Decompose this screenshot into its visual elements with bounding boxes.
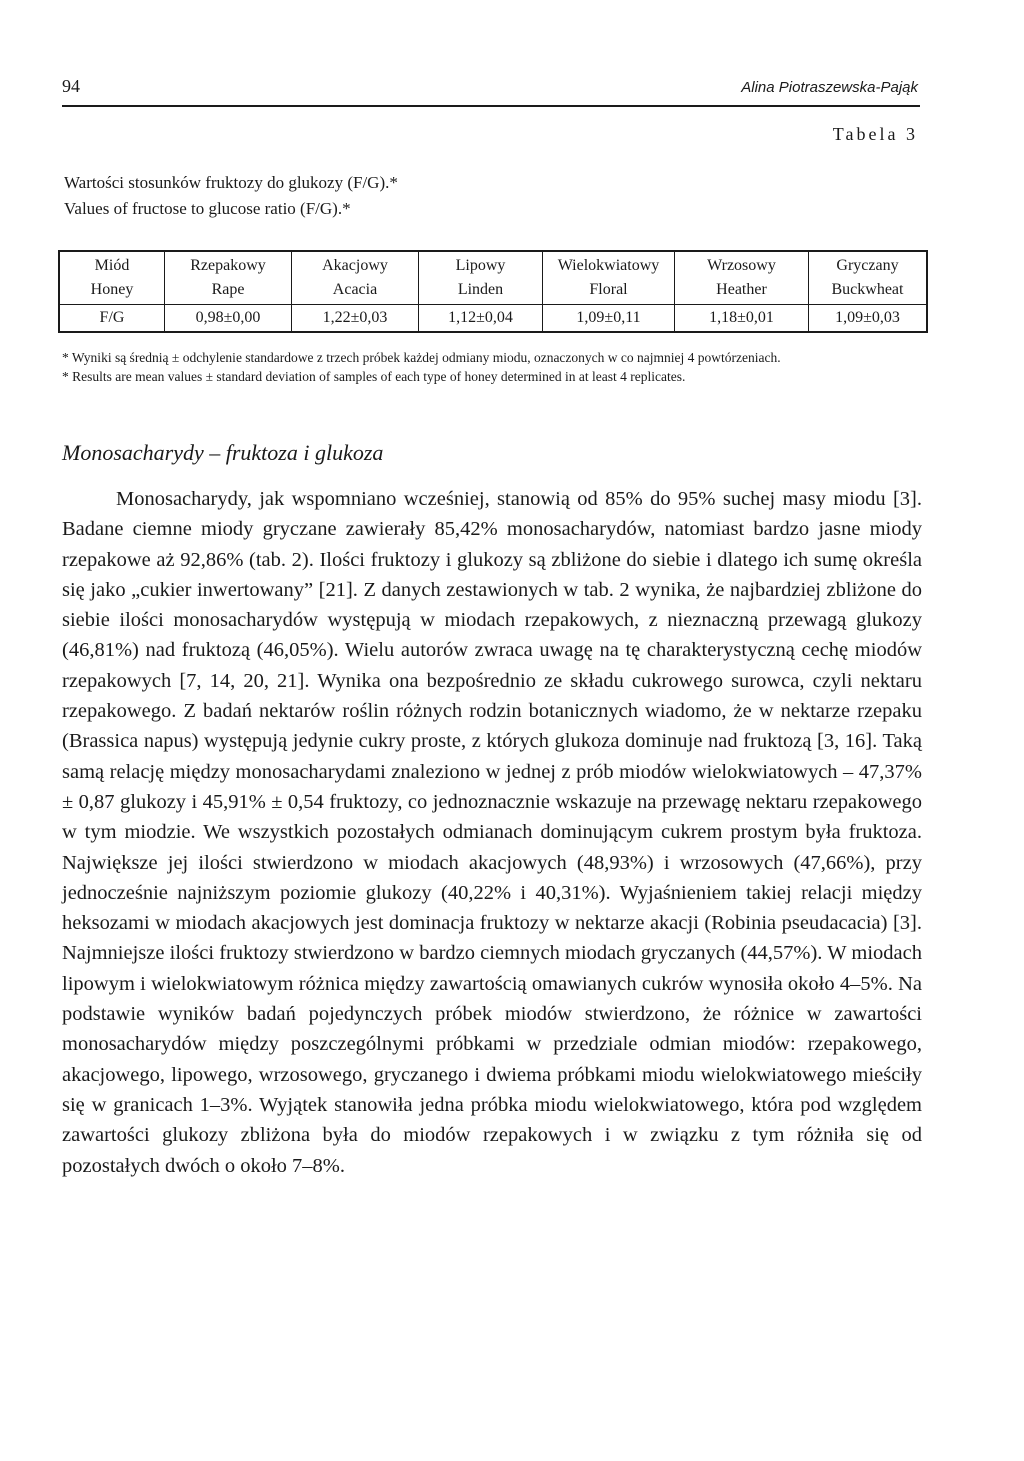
body-text <box>62 484 922 1181</box>
table-cell: 1,09±0,11 <box>543 305 675 333</box>
footnote-polish: * Wyniki są średnią ± odchylenie standardowe z trzech próbek każdej odmiany miodu, oznaczonych w co najmniej 4 powtórzeniach. <box>62 350 781 365</box>
table-footnotes <box>62 349 924 387</box>
table-captions <box>64 170 398 222</box>
table-cell: F/G <box>59 305 165 333</box>
col-label-pl: Wielokwiatowy <box>557 257 660 274</box>
running-head-author: Alina Piotraszewska-Pająk <box>741 79 918 96</box>
col-floral <box>543 251 675 305</box>
col-label-pl: Rzepakowy <box>190 257 266 274</box>
col-label-pl: Wrzosowy <box>707 257 776 274</box>
table-cell: 1,18±0,01 <box>675 305 809 333</box>
table-cell: 1,09±0,03 <box>809 305 928 333</box>
col-label-en: Acacia <box>332 281 378 298</box>
fg-ratio-table <box>58 250 928 333</box>
col-label-en: Honey <box>90 281 134 298</box>
page-header <box>62 76 918 97</box>
footnote-english: * Results are mean values ± standard deviation of samples of each type of honey determined in at least 4 replicates. <box>62 369 686 384</box>
col-label-pl: Miód <box>94 257 130 274</box>
table-cell: 0,98±0,00 <box>165 305 292 333</box>
table-label: Tabela 3 <box>832 124 918 144</box>
col-label-pl: Gryczany <box>836 257 899 274</box>
col-buckwheat <box>809 251 928 305</box>
col-label-en: Buckwheat <box>831 281 904 298</box>
col-label-en: Heather <box>716 281 767 298</box>
col-linden <box>419 251 543 305</box>
col-heather <box>675 251 809 305</box>
col-label-en: Rape <box>211 281 245 298</box>
col-label-pl: Akacjowy <box>322 257 388 274</box>
table-row <box>59 305 927 333</box>
table-header-row <box>59 251 927 305</box>
page-number: 94 <box>62 76 80 96</box>
col-label-en: Linden <box>457 281 504 298</box>
col-acacia <box>292 251 419 305</box>
col-honey <box>59 251 165 305</box>
table-cell: 1,12±0,04 <box>419 305 543 333</box>
caption-english: Values of fructose to glucose ratio (F/G).* <box>64 199 351 218</box>
body-paragraph: Monosacharydy, jak wspomniano wcześniej, stanowią od 85% do 95% suchej masy miodu [3]. Badane ciemne miody gryczane zawierały 85,42% monosacharydów, natomiast bardzo jasne miody rzepakowe aż 92,86% (tab. 2). Ilości fruktozy i glukozy są zbliżone do siebie i dlatego ich sumę określa się jako „cukier inwertowany” [21]. Z danych zestawionych w tab. 2 wynika, że najbardziej zbliżone do siebie ilości monosacharydów występują w miodach rzepakowych, z nieznaczną przewagą glukozy (46,81%) nad fruktozą (46,05%). Wielu autorów zwraca uwagę na tę charakterystyczną cechę miodów rzepakowych [7, 14, 20, 21]. Wynika ona bezpośrednio ze składu cukrowego surowca, czyli nektaru rzepakowego. Z badań nektarów roślin różnych rodzin botanicznych wiadomo, że w nektarze rzepaku (Brassica napus) występują jedynie cukry proste, z których glukoza dominuje nad fruktozą [3, 16]. Taką samą relację między monosacharydami znaleziono w jednej z prób miodów wielokwiatowych – 47,37% ± 0,87 glukozy i 45,91% ± 0,54 fruktozy, co jednoznacznie wskazuje na przewagę nektaru rzepakowego w tym miodzie. We wszystkich pozostałych odmianach dominującym cukrem prostym była fruktoza. Największe jej ilości stwierdzono w miodach akacjowych (48,93%) i wrzosowych (47,66%), przy jednocześnie najniższym poziomie glukozy (40,22% i 40,31%). Wyjaśnieniem takiej relacji między heksozami w miodach akacjowych jest dominacja fruktozy w nektarze akacji (Robinia pseudacacia) [3]. Najmniejsze ilości fruktozy stwierdzono w bardzo ciemnych miodach gryczanych (44,57%). W miodach lipowym i wielokwiatowym różnica między zawartością omawianych cukrów wynosiła około 4–5%. Na podstawie wyników badań pojedynczych próbek miodów stwierdzono, że różnice w zawartości monosacharydów między poszczególnymi próbkami w przedziale odmian miodów: rzepakowego, akacjowego, lipowego, wrzosowego, gryczanego i dwiema próbkami miodu wielokwiatowego mieściły się w granicach 1–3%. Wyjątek stanowiła jedna próbka miodu wielokwiatowego, która pod względem zawartości glukozy zbliżona była do miodów rzepakowych i w związku z tym różniła się od pozostałych dwóch o około 7–8%. <box>62 488 922 1177</box>
col-rape <box>165 251 292 305</box>
section-title: Monosacharydy – fruktoza i glukoza <box>62 440 384 465</box>
col-label-en: Floral <box>589 281 628 298</box>
caption-polish: Wartości stosunków fruktozy do glukozy (F/G).* <box>64 173 398 192</box>
col-label-pl: Lipowy <box>455 257 506 274</box>
table-cell: 1,22±0,03 <box>292 305 419 333</box>
header-rule <box>62 105 920 107</box>
